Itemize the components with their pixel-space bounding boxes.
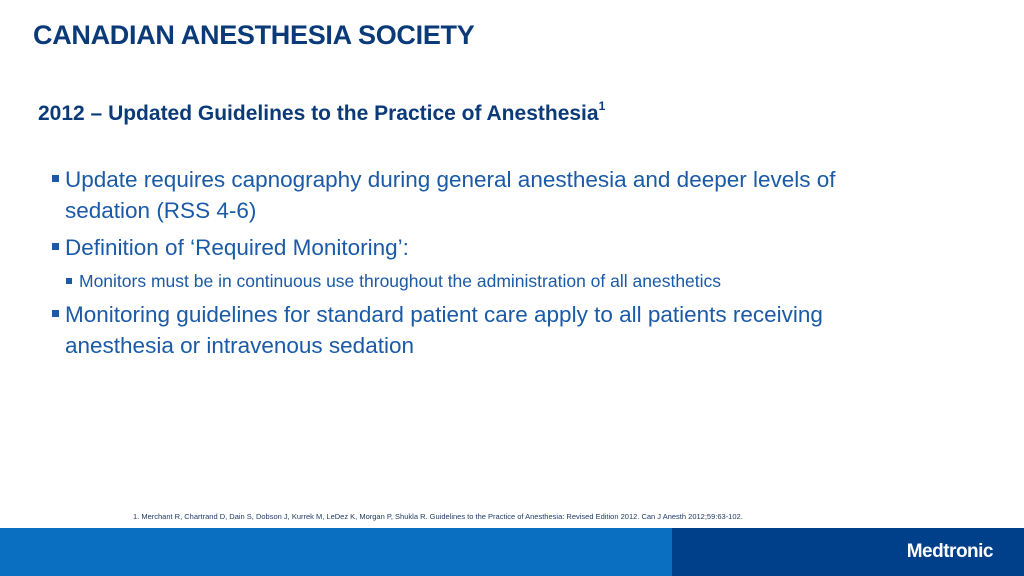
- medtronic-logo: Medtronic: [906, 541, 993, 562]
- bullet-list: [52, 164, 872, 367]
- bullet-text: Definition of ‘Required Monitoring’:: [65, 235, 409, 260]
- sub-bullet-item: [66, 269, 872, 293]
- sub-bullet-text: Monitors must be in continuous use throughout the administration of all anesthetics: [79, 271, 722, 291]
- bullet-text: Monitoring guidelines for standard patient care apply to all patients receiving anesthesia or intravenous sedation: [65, 302, 823, 358]
- bullet-item: [52, 232, 872, 263]
- square-bullet-icon: [52, 175, 59, 182]
- square-bullet-icon: [52, 310, 59, 317]
- slide-title: CANADIAN ANESTHESIA SOCIETY: [33, 20, 475, 50]
- reference-footnote: 1. Merchant R, Chartrand D, Dain S, Dobson J, Kurrek M, LeDez K, Morgan P, Shukla R. Guidelines to the Practice of Anesthesia: Revised Edition 2012. Can J Anesth 2012;59:63-102.: [133, 512, 743, 521]
- subtitle-footnote-marker: 1: [598, 99, 606, 113]
- subtitle-text: 2012 – Updated Guidelines to the Practice of Anesthesia: [38, 102, 599, 125]
- bullet-item: [52, 299, 872, 361]
- bullet-item: [52, 164, 872, 226]
- slide-subtitle: [38, 101, 605, 126]
- square-bullet-icon: [66, 278, 72, 284]
- footer-brand-panel: [672, 528, 1024, 576]
- bullet-text: Update requires capnography during general anesthesia and deeper levels of sedation (RSS 4-6): [65, 167, 836, 223]
- footer-bar: [0, 528, 1024, 576]
- square-bullet-icon: [52, 243, 59, 250]
